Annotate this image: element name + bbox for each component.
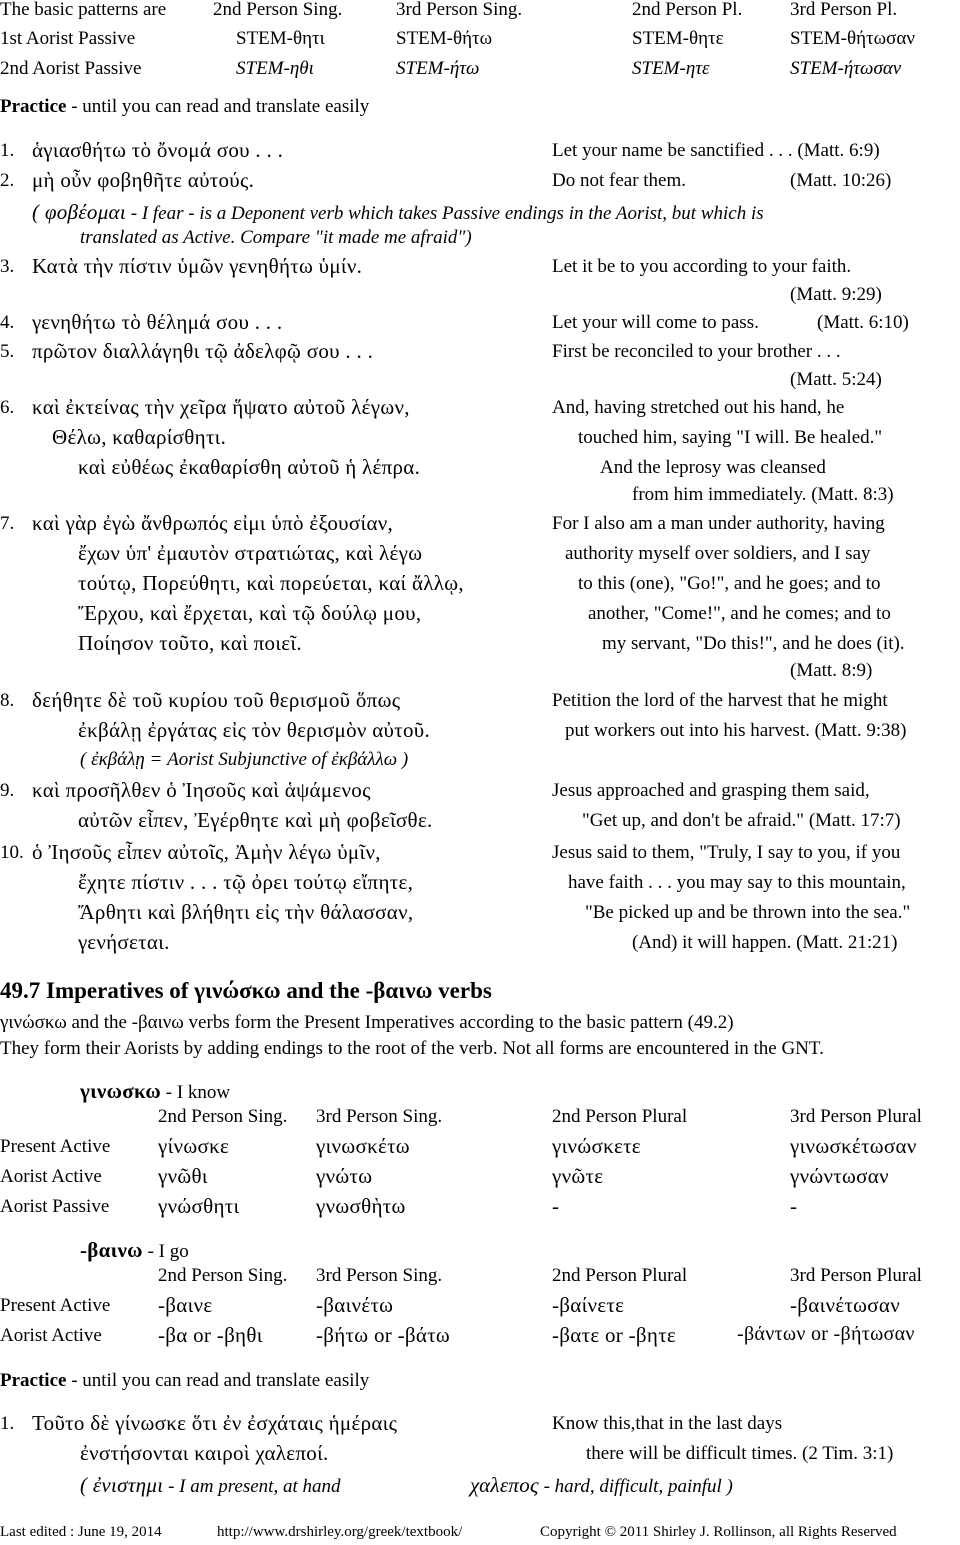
ginosko-title-line [80,1079,230,1104]
item-number: 7. [0,513,15,534]
verb-form: -βαινε [158,1293,213,1317]
verb-form: γινώσκετε [552,1134,641,1158]
item-number: 4. [0,312,15,333]
item-greek: τούτῳ, Πορεύθητι, καὶ πορεύεται, καί ἄλλῳ, [78,571,464,595]
note-word: ( φοβέομαι [32,200,126,224]
pattern-row2-3pl: STEM-ήτωσαν [790,58,902,79]
vocab-word: ( ἐνιστημι [80,1473,164,1497]
verb-form: γνώσθητι [158,1194,240,1218]
item-number: 5. [0,341,15,362]
item-english: my servant, "Do this!", and he does (it). [602,633,905,654]
item-english: touched him, saying "I will. Be healed." [578,427,883,448]
column-header: 2nd Person Sing. [158,1106,288,1127]
item-greek: Κατὰ τὴν πίστιν ὑμῶν γενηθήτω ὑμίν. [32,254,363,278]
item-english: For I also am a man under authority, having [552,513,885,534]
ginosko-gloss: - I know [165,1082,231,1103]
verb-form: γινωσκέτωσαν [790,1134,917,1158]
item-english: another, "Come!", and he comes; and to [588,603,891,624]
pattern-row1-3sg: STEM-θήτω [396,28,493,49]
item-number: 1. [0,1413,15,1434]
practice-title: Practice [0,96,67,117]
column-header: 3rd Person Sing. [316,1106,443,1127]
verb-form: -βαινέτωσαν [790,1293,901,1317]
item-english: Let your will come to pass. [552,312,759,333]
column-header: 3rd Person Plural [790,1106,922,1127]
row-label: Aorist Active [0,1325,102,1346]
item-greek: Θέλω, καθαρίσθητι. [52,425,227,449]
pattern-row2-2sg: STEM-ηθι [236,58,314,79]
pattern-row1-3pl: STEM-θήτωσαν [790,28,915,49]
pattern-row2-2pl: STEM-ητε [632,58,710,79]
verb-form: γνώτω [316,1164,373,1188]
vocab-note [80,1473,340,1498]
pattern-header-3pl: 3rd Person Pl. [790,0,898,20]
item-english: Know this,that in the last days [552,1413,783,1434]
item-greek: καὶ προσῆλθεν ὁ Ἰησοῦς καὶ ἁψάμενος [32,778,371,802]
column-header: 3rd Person Plural [790,1265,922,1286]
vocab-gloss: - hard, difficult, painful ) [543,1476,733,1497]
column-header: 2nd Person Plural [552,1106,688,1127]
vocab-note [470,1473,733,1498]
verb-form: -βήτω or -βάτω [316,1323,451,1347]
item-greek: πρῶτον διαλλάγηθι τῷ ἀδελφῷ σου . . . [32,339,374,363]
item-english: put workers out into his harvest. (Matt. 9:38) [565,720,907,741]
footer-edited: Last edited : June 19, 2014 [0,1524,162,1540]
section-paragraph: They form their Aorists by adding endings to the root of the verb. Not all forms are encountered in the GNT. [0,1038,824,1059]
item-number: 6. [0,397,15,418]
column-header: 2nd Person Plural [552,1265,688,1286]
item-reference: (Matt. 9:29) [790,284,882,305]
item-english: "Get up, and don't be afraid." (Matt. 17:7) [582,810,901,831]
verb-form: -βάντων or -βήτωσαν [737,1323,915,1345]
column-header: 3rd Person Sing. [316,1265,443,1286]
section-heading: 49.7 Imperatives of γινώσκω and the -βαινω verbs [0,978,492,1003]
item-english: Jesus said to them, "Truly, I say to you, if you [552,842,901,863]
item-reference: (Matt. 8:9) [790,660,873,681]
pattern-row1-2sg: STEM-θητι [236,28,325,49]
item-number: 2. [0,170,15,191]
practice-heading [0,96,369,118]
pattern-row2-3sg: STEM-ήτω [396,58,480,79]
item-greek: δεήθητε δὲ τοῦ κυρίου τοῦ θερισμοῦ ὅπως [32,688,401,712]
item-greek: ἐνστήσονται καιροὶ χαλεποί. [80,1441,329,1465]
item-english: (And) it will happen. (Matt. 21:21) [632,932,898,953]
item-greek: καὶ γὰρ ἐγὼ ἄνθρωπός εἰμι ὑπὸ ἐξουσίαν, [32,511,394,535]
item-greek: καὶ ἐκτείνας τὴν χεῖρα ἥψατο αὐτοῦ λέγων, [32,395,410,419]
item-english: "Be picked up and be thrown into the sea." [585,902,911,923]
item-english: Let it be to you according to your faith. [552,256,852,277]
pattern-row1-2pl: STEM-θητε [632,28,724,49]
row-label: Aorist Active [0,1166,102,1187]
baino-title-line [80,1238,189,1263]
item-number: 3. [0,256,15,277]
item-greek: ἐκβάλῃ ἐργάτας εἰς τὸν θερισμὸν αὐτοῦ. [78,718,431,742]
practice-title: Practice [0,1370,67,1391]
item-greek: μὴ οὖν φοβηθῆτε αὐτούς. [32,168,255,192]
item-english: And, having stretched out his hand, he [552,397,845,418]
note-text: - I fear - is a Deponent verb which takes Passive endings in the Aorist, but which is [130,203,764,224]
item-english: from him immediately. (Matt. 8:3) [632,484,894,505]
pattern-row2-label: 2nd Aorist Passive [0,58,142,79]
verb-form: -βατε or -βητε [552,1323,677,1347]
note-ekballo: ( ἐκβάλῃ = Aorist Subjunctive of ἐκβάλλω ) [80,749,409,770]
note-text-cont: translated as Active. Compare "it made me afraid") [80,227,472,248]
item-greek: Ἄρθητι καὶ βλήθητι εἰς τὴν θάλασσαν, [78,900,414,924]
row-label: Present Active [0,1136,111,1157]
footer-copyright: Copyright © 2011 Shirley J. Rollinson, all Rights Reserved [540,1524,897,1540]
item-reference: (Matt. 5:24) [790,369,882,390]
pattern-header-2sg: 2nd Person Sing. [213,0,343,20]
item-number: 1. [0,140,15,161]
verb-form: - [552,1194,560,1218]
row-label: Present Active [0,1295,111,1316]
item-greek: ἔχητε πίστιν . . . τῷ ὀρει τούτῳ εἴπητε, [78,870,414,894]
item-reference: (Matt. 10:26) [790,170,892,191]
verb-form: γνῶτε [552,1164,604,1188]
pattern-header-3sg: 3rd Person Sing. [396,0,523,20]
row-label: Aorist Passive [0,1196,110,1217]
pattern-row1-label: 1st Aorist Passive [0,28,136,49]
practice-subtitle: - until you can read and translate easily [71,1370,370,1391]
item-greek: Ποίησον τοῦτο, καὶ ποιεῖ. [78,631,302,655]
item-greek: γενηθήτω τὸ θέλημά σου . . . [32,310,283,334]
verb-form: γινωσκέτω [316,1134,410,1158]
baino-title: -βαινω [80,1238,143,1262]
item-number: 10. [0,842,24,863]
item-greek: καὶ εὐθέως ἐκαθαρίσθη αὐτοῦ ἡ λέπρα. [78,455,421,479]
vocab-gloss: - I am present, at hand [168,1476,341,1497]
practice-heading [0,1370,369,1392]
verb-form: -βα or -βηθι [158,1323,263,1347]
verb-form: γίνωσκε [158,1134,230,1158]
item-greek: Ἔρχου, καὶ ἔρχεται, καὶ τῷ δούλῳ μου, [78,601,422,625]
verb-form: γνώντωσαν [790,1164,889,1188]
baino-gloss: - I go [147,1241,189,1262]
item-greek: Τοῦτο δὲ γίνωσκε ὅτι ἐν ἐσχάταις ἡμέραις [32,1411,398,1435]
verb-form: - [790,1194,798,1218]
pattern-header-2pl: 2nd Person Pl. [632,0,743,20]
vocab-word: χαλεπος [470,1473,539,1497]
column-header: 2nd Person Sing. [158,1265,288,1286]
item-number: 8. [0,690,15,711]
item-greek: ἔχων ὑπ' ἐμαυτὸν στρατιώτας, καὶ λέγω [78,541,423,565]
item-english: Petition the lord of the harvest that he might [552,690,888,711]
item-greek: γενήσεται. [78,930,170,954]
item-reference: (Matt. 6:10) [817,312,909,333]
verb-form: -βαίνετε [552,1293,625,1317]
item-english: Jesus approached and grasping them said, [552,780,870,801]
verb-form: γνῶθι [158,1164,208,1188]
item-english: Let your name be sanctified . . . (Matt. 6:9) [552,140,880,161]
verb-form: γνωσθὴτω [316,1194,406,1218]
item-greek: αὐτῶν εἶπεν, Ἐγέρθητε καὶ μὴ φοβεῖσθε. [78,808,433,832]
item-greek: ὁ Ἰησοῦς εἶπεν αὐτοῖς, Ἀμὴν λέγω ὑμῖν, [32,840,381,864]
item-greek: ἁγιασθήτω τὸ ὄνομά σου . . . [32,138,284,162]
section-paragraph: γινώσκω and the -βαινω verbs form the Present Imperatives according to the basic pattern (49.2) [0,1012,734,1033]
footer-url[interactable]: http://www.drshirley.org/greek/textbook/ [217,1524,463,1540]
pattern-header-label: The basic patterns are [0,0,167,20]
verb-form: -βαινέτω [316,1293,394,1317]
item-english: And the leprosy was cleansed [600,457,826,478]
item-english: authority myself over soldiers, and I say [565,543,871,564]
practice-subtitle: - until you can read and translate easily [71,96,370,117]
item-english: to this (one), "Go!", and he goes; and to [578,573,881,594]
item-number: 9. [0,780,15,801]
item-english: have faith . . . you may say to this mountain, [568,872,906,893]
item-english: there will be difficult times. (2 Tim. 3:1) [586,1443,894,1464]
item-english: First be reconciled to your brother . . . [552,341,841,362]
item-english: Do not fear them. [552,170,687,191]
note-phobeomai [32,200,764,225]
ginosko-title: γινωσκω [80,1079,161,1103]
